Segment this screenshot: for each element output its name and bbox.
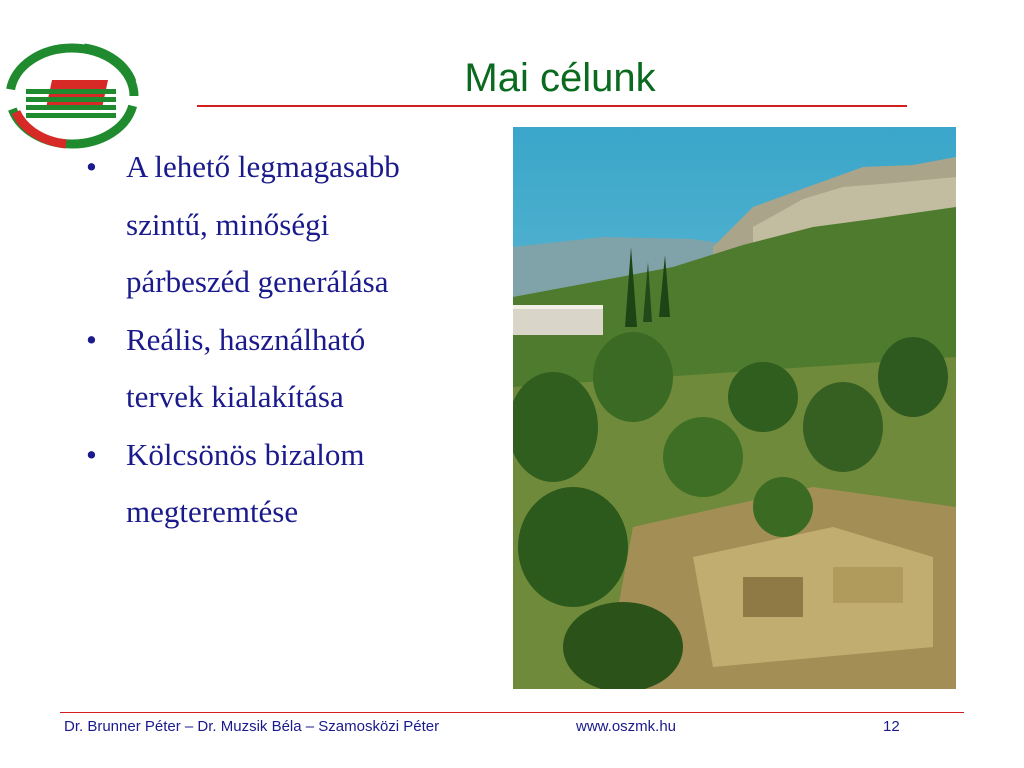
bullet-text-line: Reális, használható <box>126 321 366 357</box>
footer-divider <box>60 712 964 713</box>
bullet-text-line: A lehető legmagasabb <box>126 149 400 184</box>
bullet-text-line: párbeszéd generálása <box>126 264 389 299</box>
bullet-item <box>86 426 486 541</box>
bullet-text-line: megteremtése <box>126 494 299 529</box>
bullet-item <box>86 138 486 311</box>
bullet-item <box>86 311 486 426</box>
organization-logo <box>4 40 140 150</box>
page-number: 12 <box>883 718 900 735</box>
landscape-photo <box>513 127 956 689</box>
title-divider <box>197 105 907 107</box>
footer-authors: Dr. Brunner Péter – Dr. Muzsik Béla – Szamosközi Péter <box>64 718 440 735</box>
bullet-marker: • <box>86 321 97 357</box>
bullet-text-line: szintű, minőségi <box>126 206 330 242</box>
bullet-marker: • <box>86 436 97 472</box>
bullet-list <box>86 138 486 541</box>
bullet-text-line: Kölcsönös bizalom <box>126 436 365 472</box>
footer-url: www.oszmk.hu <box>576 718 677 735</box>
slide-title: Mai célunk <box>464 56 656 100</box>
bullet-text-line: tervek kialakítása <box>126 379 344 414</box>
bullet-marker: • <box>86 149 97 184</box>
